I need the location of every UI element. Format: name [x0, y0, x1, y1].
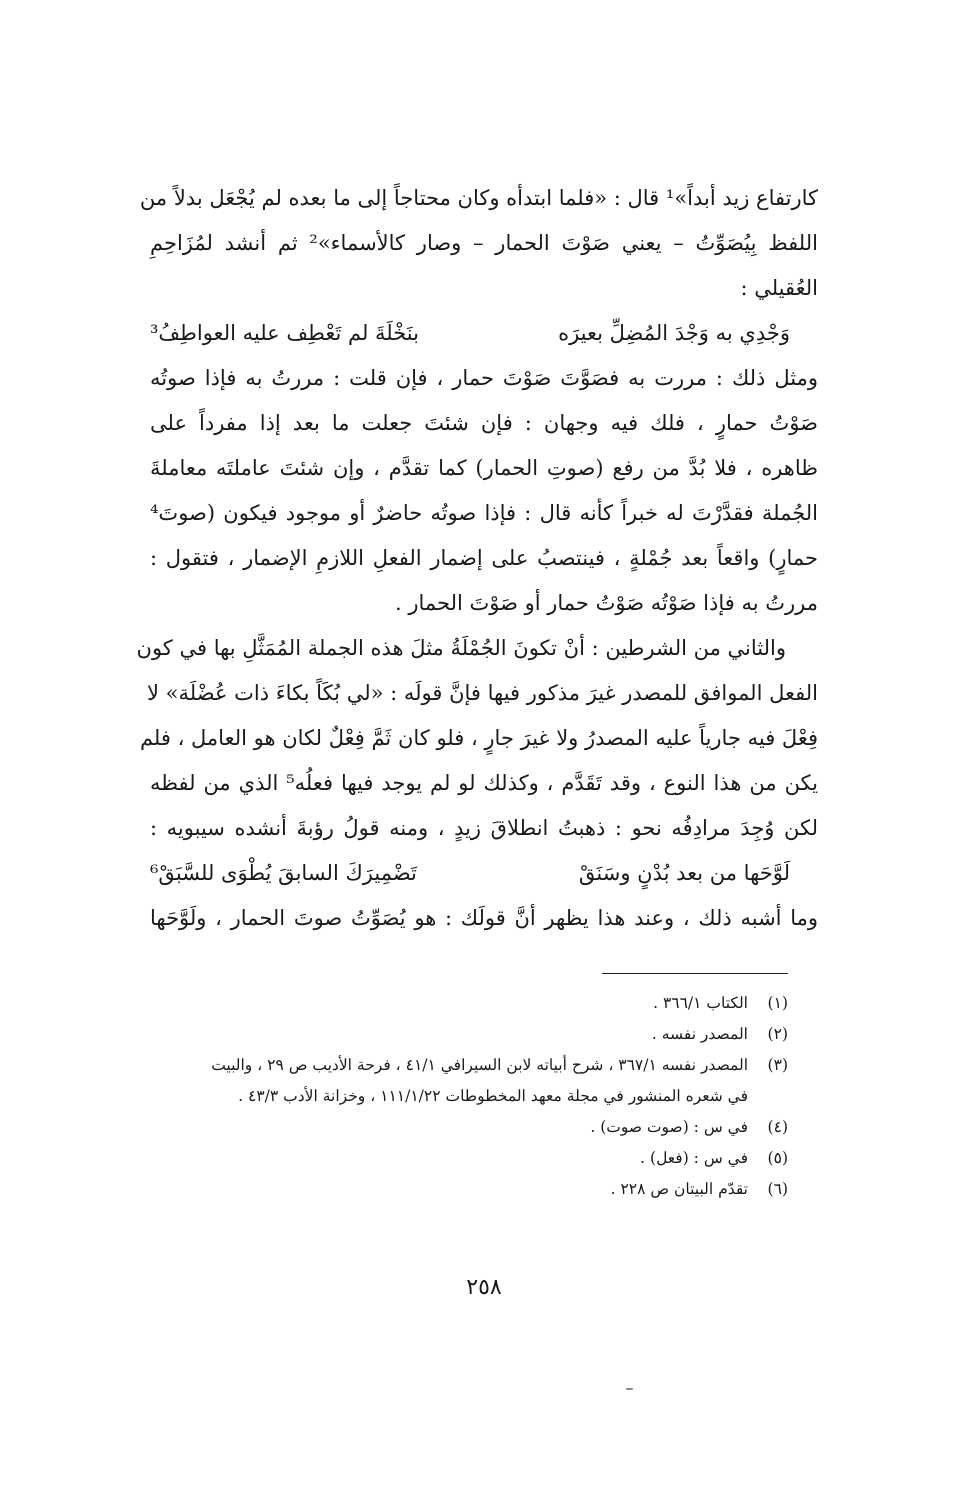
footnote-text: المصدر نفسه .	[651, 1025, 748, 1043]
text-line: يكن من هذا النوع ، وقد تَقَدَّم ، وكذلك لو لم يوجد فيها فعلُه⁵ الذي من لفظه	[150, 771, 818, 795]
text-line: اللفظ بِيُصَوِّتُ – يعني صَوْتَ الحمار – وصار كالأسماء»² ثم أنشد لمُزَاحِمِ	[150, 231, 818, 255]
footnote-number: (١)	[767, 994, 788, 1012]
poetry-verse	[150, 311, 818, 356]
footnote	[150, 1143, 788, 1174]
text-line: فِعْلَ فيه جارياً عليه المصدرُ ولا غيرَ جارٍ ، فلو كان ثَمَّ فِعْلٌ لكان هو العامل ، فلم	[139, 726, 818, 750]
footnote-text: تقدّم البيتان ص ٢٢٨ .	[610, 1180, 748, 1198]
text-line: وما أشبه ذلك ، وعند هذا يظهر أنَّ قولَك : هو يُصَوِّتُ صوتَ الحمار ، ولَوَّحَها	[150, 906, 818, 930]
text-line: لكن وُجِدَ مرادِفُه نحو : ذهبتُ انطلاقَ زيدٍ ، ومنه قولُ رؤبةَ أنشده سيبويه :	[150, 816, 819, 840]
text-line: ومثل ذلك : مررت به فصَوَّتَ صَوْتَ حمار ، فإن قلت : مررتُ به فإذا صوتُه	[150, 366, 818, 390]
footnote-number: (٥)	[767, 1149, 788, 1167]
footnote-text: في س : (صوت صوت) .	[590, 1118, 748, 1136]
footnote	[150, 1174, 788, 1205]
footnote	[150, 1112, 788, 1143]
footnote-text: الكتاب ٣٦٦/١ .	[653, 994, 748, 1012]
footnote-text: في س : (فعل) .	[640, 1149, 748, 1167]
text-line: حمارٍ) واقعاً بعد جُمْلةٍ ، فينتصبُ على إضمار الفعلِ اللازمِ الإضمار ، فتقول :	[150, 546, 818, 570]
footnote-number: (٢)	[767, 1025, 788, 1043]
poetry-verse	[150, 851, 818, 896]
verse-hemistich-first: لَوَّحَها من بعد بُدْنٍ وسَنَقْ	[578, 861, 790, 885]
text-line: والثاني من الشرطين : أنْ تكونَ الجُمْلَةُ مثلَ هذه الجملة المُمَثَّلِ بها في كون	[136, 636, 786, 660]
main-text	[136, 176, 819, 941]
footnotes	[150, 988, 788, 1205]
text-line: صَوْتُ حمارٍ ، فلك فيه وجهان : فإن شئتَ جعلت ما بعد إذا مفرداً على	[150, 411, 818, 435]
footnote	[150, 1050, 788, 1112]
text-line: الفعل الموافق للمصدر غيرَ مذكور فيها فإنَّ قولَه : «لي بُكَاً بكاءَ ذات عُضْلَة» لا	[147, 681, 818, 705]
footnote-separator	[602, 973, 788, 974]
footnote-text-block	[150, 1050, 748, 1112]
footnote-number: (٦)	[767, 1180, 788, 1198]
verse-hemistich-second: تَضْمِيرَكَ السابقَ يُطْوَى للسَّبَقْ⁶	[150, 861, 417, 885]
footnote-number: (٣)	[767, 1056, 788, 1074]
footnote-text: المصدر نفسه ٣٦٧/١ ، شرح أبياته لابن السيرافي ٤١/١ ، فرحة الأديب ص ٢٩ ، والبيت	[211, 1056, 748, 1074]
scan-speck	[626, 1388, 633, 1390]
footnote	[150, 988, 788, 1019]
page-number: ٢٥٨	[466, 1275, 502, 1300]
footnote	[150, 1019, 788, 1050]
text-line: ظاهره ، فلا بُدَّ من رفع (صوتِ الحمار) كما تقدَّم ، وإن شئتَ عاملتَه معاملةَ	[150, 456, 818, 480]
verse-hemistich-first: وَجْدِي به وَجْدَ المُضِلِّ بعيرَه	[558, 321, 790, 345]
text-line: الجُملة فقدَّرْتَ له خبراً كأنه قال : فإذا صوتُه حاضرٌ أو موجود فيكون (صوتَ⁴	[150, 501, 818, 525]
text-line: العُقيلي :	[740, 276, 818, 300]
footnote-text-continuation: في شعره المنشور في مجلة معهد المخطوطات ١١١/١/٢٢ ، وخزانة الأدب ٤٣/٣ .	[238, 1087, 748, 1105]
footnote-number: (٤)	[767, 1118, 788, 1136]
verse-hemistich-second: بنَخْلَةَ لم تَعْطِف عليه العواطِفُ³	[150, 321, 419, 345]
text-line: مررتُ به فإذا صَوْتُه صَوْتُ حمار أو صَوْتَ الحمار .	[394, 591, 818, 615]
text-line: كارتفاع زيد أبداً»¹ قال : «فلما ابتدأه وكان محتاجاً إلى ما بعده لم يُجْعَل بدلاً من	[139, 186, 818, 210]
